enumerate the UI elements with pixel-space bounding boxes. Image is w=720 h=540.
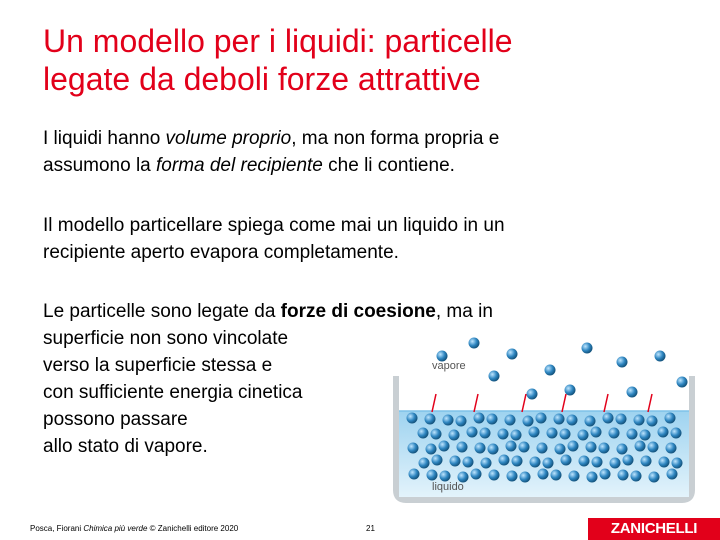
liquid-particle: [641, 456, 652, 467]
p3-line-3: verso la superficie stessa e: [43, 355, 273, 376]
p3-text: , ma in: [435, 301, 493, 322]
liquid-particle: [538, 469, 549, 480]
escape-arrow: [522, 394, 526, 412]
liquid-particle: [499, 455, 510, 466]
liquid-particle: [568, 441, 579, 452]
escape-arrow: [432, 394, 436, 412]
liquid-particle: [587, 472, 598, 483]
p3-text: Le particelle sono legate da: [43, 301, 281, 322]
liquid-particle: [649, 472, 660, 483]
liquid-particle: [467, 427, 478, 438]
liquid-particle: [475, 443, 486, 454]
liquid-particle: [427, 470, 438, 481]
liquid-particle: [489, 470, 500, 481]
page-number: 21: [366, 524, 375, 533]
vapor-particle: [527, 389, 538, 400]
liquid-particle: [523, 416, 534, 427]
liquid-particle: [474, 413, 485, 424]
liquid-particle: [640, 430, 651, 441]
liquid-particle: [610, 458, 621, 469]
liquid-particle: [511, 430, 522, 441]
slide-title: [43, 22, 703, 98]
liquid-particle: [618, 470, 629, 481]
liquid-particle: [425, 414, 436, 425]
p1-text: assumono la: [43, 155, 157, 176]
label-vapor: vapore: [432, 360, 466, 372]
liquid-particle: [480, 428, 491, 439]
vapor-particle: [489, 371, 500, 382]
liquid-particle: [578, 430, 589, 441]
liquid-particle: [659, 457, 670, 468]
p2-line-2: recipiente aperto evapora completamente.: [43, 242, 399, 263]
liquid-particle: [450, 456, 461, 467]
evaporation-figure: [382, 332, 702, 507]
liquid-particle: [498, 429, 509, 440]
footer-book-title: Chimica più verde: [83, 524, 148, 533]
liquid-particle: [627, 429, 638, 440]
liquid-particle: [505, 415, 516, 426]
escape-arrows: [432, 394, 652, 412]
liquid-particle: [617, 444, 628, 455]
liquid-particle: [488, 444, 499, 455]
footer-authors: Posca, Fiorani: [30, 524, 84, 533]
liquid-particle: [672, 458, 683, 469]
p1-emphasis-shape: forma del recipiente: [156, 155, 323, 176]
p3-bold-cohesion: forze di coesione: [280, 301, 436, 322]
vapor-particle: [507, 349, 518, 360]
liquid-particle: [481, 458, 492, 469]
liquid-particle: [592, 457, 603, 468]
p1-emphasis-volume: volume proprio: [165, 128, 292, 149]
liquid-particle: [408, 443, 419, 454]
liquid-particle: [418, 428, 429, 439]
p1-text: che li contiene.: [322, 155, 455, 176]
liquid-particle: [631, 471, 642, 482]
liquid-particle: [560, 429, 571, 440]
liquid-particle: [507, 471, 518, 482]
liquid-particle: [591, 427, 602, 438]
liquid-particle: [443, 415, 454, 426]
liquid-particle: [671, 428, 682, 439]
escape-arrow: [474, 394, 478, 412]
liquid-particle: [407, 413, 418, 424]
liquid-particle: [665, 413, 676, 424]
p3-line-6: allo stato di vapore.: [43, 436, 208, 457]
liquid-particle: [439, 441, 450, 452]
vapor-particle: [655, 351, 666, 362]
footer-credits: [30, 524, 238, 533]
liquid-particle: [431, 429, 442, 440]
vapor-particles: [437, 338, 688, 400]
p1-text: , ma non forma propria e: [291, 128, 500, 149]
vapor-particle: [677, 377, 688, 388]
vapor-particle: [565, 385, 576, 396]
liquid-particle: [512, 456, 523, 467]
vapor-particle: [582, 343, 593, 354]
liquid-particle: [456, 416, 467, 427]
liquid-particle: [600, 469, 611, 480]
liquid-particle: [634, 415, 645, 426]
footer-publisher: © Zanichelli editore 2020: [147, 524, 239, 533]
liquid-particle: [635, 441, 646, 452]
liquid-particle: [603, 413, 614, 424]
vapor-particle: [627, 387, 638, 398]
liquid-particle: [409, 469, 420, 480]
liquid-particle: [551, 470, 562, 481]
p1-text: I liquidi hanno: [43, 128, 166, 149]
liquid-particle: [609, 428, 620, 439]
label-liquid: liquido: [432, 481, 464, 493]
liquid-particle: [561, 455, 572, 466]
vapor-particle: [469, 338, 480, 349]
liquid-particle: [530, 457, 541, 468]
liquid-particle: [529, 427, 540, 438]
vapor-particle: [545, 365, 556, 376]
liquid-particle: [599, 443, 610, 454]
title-line-2: legate da deboli forze attrattive: [43, 61, 481, 97]
liquid-particle: [449, 430, 460, 441]
liquid-particle: [547, 428, 558, 439]
liquid-particle: [647, 416, 658, 427]
liquid-particle: [537, 443, 548, 454]
liquid-particle: [432, 455, 443, 466]
liquid-particle: [536, 413, 547, 424]
liquid-particle: [440, 471, 451, 482]
liquid-particle: [463, 457, 474, 468]
liquid-particle: [555, 444, 566, 455]
liquid-particle: [585, 416, 596, 427]
liquid-particle: [426, 444, 437, 455]
liquid-particle: [586, 442, 597, 453]
liquid-particle: [666, 443, 677, 454]
escape-arrow: [562, 394, 566, 412]
p2-line-1: Il modello particellare spiega come mai un liquido in un: [43, 215, 505, 236]
escape-arrow: [604, 394, 608, 412]
escape-arrow: [648, 394, 652, 412]
liquid-particle: [569, 471, 580, 482]
liquid-particle: [616, 414, 627, 425]
p3-line-5: possono passare: [43, 409, 188, 430]
paragraph-liquid-properties: [43, 125, 499, 179]
liquid-particle: [567, 415, 578, 426]
liquid-particle: [623, 455, 634, 466]
liquid-particle: [658, 427, 669, 438]
liquid-particle: [471, 469, 482, 480]
vapor-particle: [617, 357, 628, 368]
p3-line-4: con sufficiente energia cinetica: [43, 382, 303, 403]
publisher-logo: ZANICHELLI: [588, 518, 720, 540]
liquid-particle: [543, 458, 554, 469]
liquid-particle: [419, 458, 430, 469]
liquid-particle: [506, 441, 517, 452]
liquid-particle: [520, 472, 531, 483]
title-line-1: Un modello per i liquidi: particelle: [43, 23, 513, 59]
liquid-particle: [457, 442, 468, 453]
liquid-particle: [519, 442, 530, 453]
liquid-particle: [579, 456, 590, 467]
paragraph-evaporation-model: [43, 212, 505, 266]
liquid-particle: [667, 469, 678, 480]
liquid-particle: [648, 442, 659, 453]
liquid-particle: [554, 414, 565, 425]
p3-line-2: superficie non sono vincolate: [43, 328, 289, 349]
liquid-particle: [487, 414, 498, 425]
